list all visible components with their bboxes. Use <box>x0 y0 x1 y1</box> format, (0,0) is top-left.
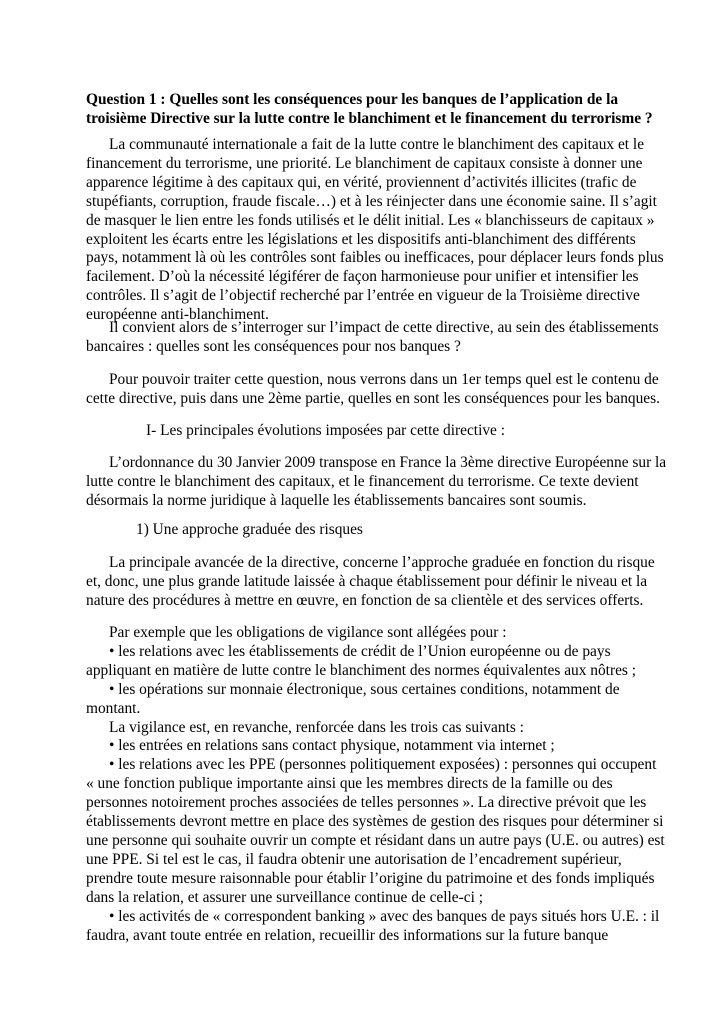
text-line: Pour pouvoir traiter cette question, nous verrons dans un 1er temps quel est le contenu de <box>109 371 659 388</box>
text-line: La communauté internationale a fait de la lutte contre le blanchiment des capitaux et le <box>109 136 645 153</box>
text-line: stupéfiants, corruption, fraude fiscale…) et à les réinjecter dans une économie saine. Il s’agit <box>86 192 657 210</box>
text-line: dans la relation, et assurer une surveillance continue de celle-ci ; <box>86 888 483 906</box>
paragraph-ordonnance <box>86 454 686 511</box>
text-line: • les activités de « correspondent banking » avec des banques de pays situés hors U.E. : il <box>109 907 660 925</box>
text-line: lutte contre le blanchiment des capitaux, et le financement du terrorisme. Ce texte devient <box>86 472 639 490</box>
text-line: financement du terrorisme, une priorité. Le blanchiment de capitaux consiste à donner une <box>86 154 643 172</box>
text-line: facilement. D’où la nécessité légiférer de façon harmonieuse pour unifier et intensifier les <box>86 268 639 286</box>
paragraph-approche <box>86 554 686 611</box>
text-line: La vigilance est, en revanche, renforcée dans les trois cas suivants : <box>109 718 524 736</box>
text-line: • les opérations sur monnaie électronique, sous certaines conditions, notamment de <box>109 680 620 698</box>
text-line: cette directive, puis dans une 2ème partie, quelles en sont les conséquences pour les banques. <box>86 389 660 407</box>
paragraph-plan <box>86 371 686 409</box>
subsection-heading: 1) Une approche graduée des risques <box>136 521 363 538</box>
text-line: • les relations avec les PPE (personnes politiquement exposées) : personnes qui occupent <box>109 756 657 774</box>
text-line: Par exemple que les obligations de vigilance sont allégées pour : <box>109 624 507 641</box>
text-line: bancaires : quelles sont les conséquences pour nos banques ? <box>86 337 461 355</box>
text-line: faudra, avant toute entrée en relation, recueillir des informations sur la future banque <box>86 926 609 944</box>
text-line: appliquant en matière de lutte contre le blanchiment des normes équivalentes aux nôtres ; <box>86 661 637 679</box>
text-line: européenne anti-blanchiment. <box>86 306 269 324</box>
text-line: La principale avancée de la directive, concerne l’approche graduée en fonction du risque <box>109 554 655 571</box>
text-line: « une fonction publique importante ainsi que les membres directs de la famille ou des <box>86 775 613 793</box>
title-line: Question 1 : Quelles sont les conséquences pour les banques de l’application de la <box>86 91 619 108</box>
paragraph-intro <box>86 136 686 325</box>
text-line: Il convient alors de s’interroger sur l’impact de cette directive, au sein des établissements <box>109 319 659 336</box>
text-line: L’ordonnance du 30 Janvier 2009 transpose en France la 3ème directive Européenne sur la <box>109 454 667 471</box>
text-line: personnes notoirement proches associées de telles personnes ». La directive prévoit que les <box>86 794 647 812</box>
text-line: prendre toute mesure raisonnable pour établir l’origine du patrimoine et des fonds impliqués <box>86 869 655 887</box>
text-line: exploitent les écarts entre les législations et les dispositifs anti-blanchiment des différents <box>86 230 636 248</box>
text-line: désormais la norme juridique à laquelle les établissements bancaires sont soumis. <box>86 491 587 509</box>
section-heading: I- Les principales évolutions imposées par cette directive : <box>146 422 505 439</box>
paragraph-question <box>86 319 686 357</box>
text-line: établissements devront mettre en place des systèmes de gestion des risques pour déterminer si <box>86 813 664 831</box>
text-line: nature des procédures à mettre en œuvre, en fonction de sa clientèle et des services offerts. <box>86 591 644 609</box>
text-line: apparence légitime à des capitaux qui, en vérité, proviennent d’activités illicites (trafic de <box>86 173 637 191</box>
text-line: • les entrées en relations sans contact physique, notamment via internet ; <box>109 737 555 755</box>
title-line: troisième Directive sur la lutte contre le blanchiment et le financement du terrorisme ? <box>86 109 653 127</box>
paragraph-vigilance <box>86 624 686 945</box>
question-title <box>86 91 686 129</box>
text-line: une personne qui souhaite ouvrir un compte et résidant dans un autre pays (U.E. ou autres) est <box>86 831 665 849</box>
text-line: contrôles. Il s’agit de l’objectif recherché par l’entrée en vigueur de la Troisième directive <box>86 287 640 305</box>
text-line: • les relations avec les établissements de crédit de l’Union européenne ou de pays <box>109 642 611 660</box>
text-line: pays, notamment là où les contrôles sont faibles ou inefficaces, pour déplacer leurs fonds plus <box>86 249 664 267</box>
text-line: et, donc, une plus grande latitude laissée à chaque établissement pour définir le niveau et la <box>86 572 648 590</box>
text-line: une PPE. Si tel est le cas, il faudra obtenir une autorisation de l’encadrement supérieur, <box>86 850 622 868</box>
text-line: de masquer le lien entre les fonds utilisés et le délit initial. Les « blanchisseurs de capitaux » <box>86 211 655 229</box>
text-line: montant. <box>86 699 141 717</box>
